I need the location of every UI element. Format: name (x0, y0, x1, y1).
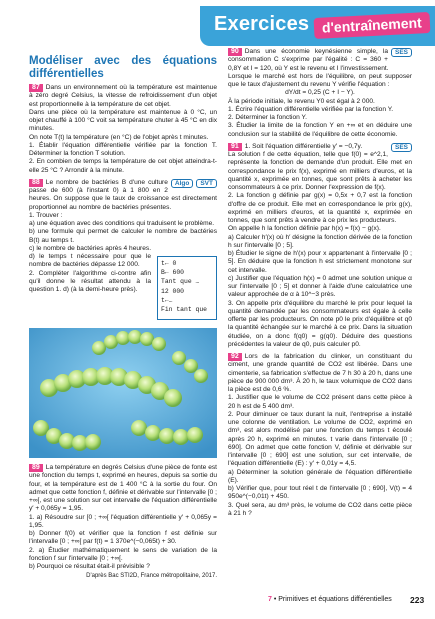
exercise-number: 91 (228, 143, 242, 151)
header-banner (200, 6, 435, 46)
ex91-line: SES 91 1. Soit l'équation différentielle y′ = −0,7y. (228, 143, 412, 151)
ex90-line: SES 90 Dans une économie keynésienne simple, la consommation C s'exprime par l'égalité : C = 360 + 0,8Y et I = 120, où Y est le revenu et I l'investissement. (228, 48, 412, 73)
left-column (29, 55, 217, 585)
ex92-line: 3. Quel sera, au dm³ près, le volume de CO2 dans cette pièce à 21 h ? (228, 501, 412, 517)
exercise-89 (29, 464, 217, 581)
ex89-line: 2. a) Étudier mathématiquement le sens de variation de la fonction f sur l'intervalle [0 ; +∞[. (29, 546, 217, 562)
algorithm-box (157, 256, 217, 320)
ex90-line: Lorsque le marché est hors de l'équilibre, on peut supposer que le taux d'ajustement du revenu Y vérifie l'équation : (228, 72, 412, 88)
ex90-line: 2. Déterminer la fonction Y. (228, 114, 307, 121)
ex90-line: 3. Étudier la limite de la fonction Y en +∞ et en déduire une conclusion sur la stabilité de l'équilibre de cette économie. (228, 122, 412, 138)
ex89-line: 1. a) Résoudre sur [0 ; +∞[ l'équation différentielle y′ + 0,065y = 1,95. (29, 513, 217, 529)
exercise-88 (29, 179, 217, 324)
ex91-line: b) Étudier le signe de h′(x) pour x appartenant à l'intervalle [0 ; 5]. En déduire que la fonction h est strictement monotone sur cet intervalle. (228, 250, 412, 274)
right-column (228, 48, 412, 522)
ex87-line: 1. Établir l'équation différentielle vérifiée par la fonction T. Déterminer la fonction T solution. (29, 141, 217, 157)
page-number: 223 (410, 595, 425, 605)
ex92-line: b) Vérifier que, pour tout réel t de l'intervalle [0 ; 690], V(t) = 4 950e^(−0,01t) + 450. (228, 485, 412, 501)
ex88-line: 1. Trouver : (29, 211, 63, 219)
ex87-line: On note T(t) la température (en °C) de l'objet après t minutes. (29, 133, 209, 141)
ex88-line: 2. Compléter l'algorithme ci-contre afin qu'il donne le résultat attendu à la question 1. d) (à la demi-heure près). (29, 269, 151, 293)
ex87-line: Dans une pièce où la température est maintenue à 0 °C, un objet chauffé à 100 °C voit sa température chuter à 45 °C en dix minutes. (29, 108, 217, 133)
section-title: Modéliser avec des équations différentielles (29, 55, 217, 80)
exercise-87 (29, 84, 217, 175)
footer-chapter (268, 596, 392, 603)
ex91-line: On appelle h la fonction définie par h(x) = f(x) − g(x). (228, 225, 381, 233)
ex89-line: 89 La température en degrés Celsius d'une pièce de fonte est une fonction du temps t, exprimé en heures, depuis sa sortie du four, et la température est de 1 400 °C à la sortie du four. On admet que cette fonction f, définie et dérivable sur l'intervalle [0 ; +∞[, est une solution sur cet intervalle de l'équation différentielle y′ + 0,065y = 1,95. (29, 464, 217, 513)
chapter-title: • Primitives et équations différentielles (273, 596, 392, 603)
code-line: t←… (161, 296, 173, 304)
ex89-line: b) Donner f(0) et vérifier que la fonction f est définie sur l'intervalle [0 ; +∞[ par f(t) = 1 370e^(−0,065t) + 30. (29, 530, 217, 546)
code-line: 12 000 (161, 287, 185, 295)
ex90-line: À la période initiale, le revenu Y0 est égal à 2 000. (228, 97, 375, 105)
exercise-number: 90 (228, 48, 242, 56)
tag-svt: SVT (196, 179, 217, 188)
header-badge: d'entraînement (314, 12, 431, 39)
exercise-90 (228, 48, 412, 139)
ex88-line: d) le temps t nécessaire pour que le nombre de bactéries dépasse 12 000. (29, 253, 151, 269)
ex91-line: 3. On appelle prix d'équilibre du marché le prix pour lequel la quantité demandée par les consommateurs est égale à celle offerte par les producteurs. On note p0 le prix d'équilibre et q0 la quantité échangée sur le marché à ce prix. Dans la situation étudiée, on a donc f(q0) = g(q0). Déduire des questions précédentes la valeur de q0, puis calculer p0. (228, 299, 412, 348)
exercise-number: 89 (29, 464, 43, 472)
ex92-line: 92 Lors de la fabrication du clinker, un constituant du ciment, une grande quantité de CO2 est libérée. Dans une cimenterie, sa fabrication s'effectue de 7 h 30 à 20 h, dans une pièce de 900 000 dm³. À 20 h, le taux volumique de CO2 dans la pièce est de 0,6 %. (228, 353, 412, 393)
code-line: Fin tant que (161, 306, 208, 314)
exercise-91 (228, 143, 412, 349)
ex88-line: c) le nombre de bactéries après 4 heures. (29, 244, 152, 252)
ex91-line: La solution f de cette équation, telle que f(0) = e^2,1, représente la fonction de demande d'un produit. Elle met en correspondance le prix f(x), exprimé en milliers d'euros, et la quantité x, exprimée en tonnes, que sont prêts à acheter les consommateurs à ce prix. Donner l'expression de f(x). (228, 151, 412, 191)
ex92-line: 1. Justifier que le volume de CO2 présent dans cette pièce à 20 h est de 5 400 dm³. (228, 394, 412, 410)
exercise-number: 88 (29, 179, 43, 187)
exercise-number: 92 (228, 353, 242, 361)
header-title: Exercices (214, 13, 310, 35)
chapter-number: 7 (268, 596, 272, 603)
ex92-line: 2. Pour diminuer ce taux durant la nuit, l'entreprise a installé une colonne de ventilation. Le volume de CO2, exprimé en dm³, est alors modélisé par une fonction du temps t écoulé après 20 h, exprimé en minutes. t varie dans l'intervalle [0 ; 690]. On admet que cette fonction V, définie et dérivable sur l'intervalle [0 ; 690] est une solution, sur cet intervalle, de l'équation différentielle (E) : y′ + 0,01y = 4,5. (228, 410, 412, 468)
exercise-number: 87 (29, 84, 43, 92)
source-note: D'après Bac STI2D, France métropolitaine, 2017. (86, 573, 217, 580)
code-line: t← 0 (161, 260, 177, 267)
ex91-line: 2. La fonction g définie par g(x) = 0,5x + 0,7 est la fonction d'offre de ce produit. Elle met en correspondance le prix g(x), exprimé en milliers d'euros, et la quantité x, exprimée en tonnes, que sont prêts à vendre à ce prix les producteurs. (228, 192, 412, 224)
tag-algo: Algo (171, 179, 193, 188)
ex88-line: b) une formule qui permet de calculer le nombre de bactéries B(t) au temps t. (29, 228, 217, 244)
ex90-equation: dY/dt = 0,25 (C + I − Y). (285, 89, 355, 97)
bacteria-illustration (29, 328, 217, 458)
ex90-line: 1. Écrire l'équation différentielle vérifiée par la fonction Y. (228, 105, 394, 113)
bacteria-photo (29, 328, 217, 458)
tag-ses: SES (391, 143, 412, 152)
code-line: B← 600 (161, 269, 185, 277)
ex88-line: SVT Algo 88 Le nombre de bactéries B d'une culture passe de 600 (à l'instant 0) à 1 800 en 2 heures. On suppose que le taux de croissance est directement proportionnel au nombre de bactéries présentes. (29, 178, 217, 211)
ex88-line: a) une équation avec des conditions qui traduisent le problème. (29, 220, 215, 227)
ex92-line: a) Déterminer la solution générale de l'équation différentielle (E). (228, 468, 412, 484)
ex91-line: a) Calculer h′(x) où h′ désigne la fonction dérivée de la fonction h sur l'intervalle [0 ; 5]. (228, 233, 412, 249)
ex89-line: b) Pourquoi ce résultat était-il prévisible ? (29, 563, 150, 570)
code-line: Tant que … (161, 278, 200, 286)
ex87-line: 2. En combien de temps la température de cet objet atteindra-t-elle 25 °C ? Arrondir à la minute. (29, 158, 217, 174)
ex91-line: c) Justifier que l'équation h(x) = 0 admet une solution unique α sur l'intervalle [0 ; 5] et donner à l'aide d'une calculatrice une valeur approchée de α à 10^−3 près. (228, 274, 412, 299)
ex87-line: 87 Dans un environnement où la température est maintenue à zéro degré Celsius, la vitesse de refroidissement d'un objet est proportionnelle à la température de cet objet. (29, 84, 217, 108)
tag-ses: SES (391, 48, 412, 57)
exercise-92 (228, 353, 412, 518)
